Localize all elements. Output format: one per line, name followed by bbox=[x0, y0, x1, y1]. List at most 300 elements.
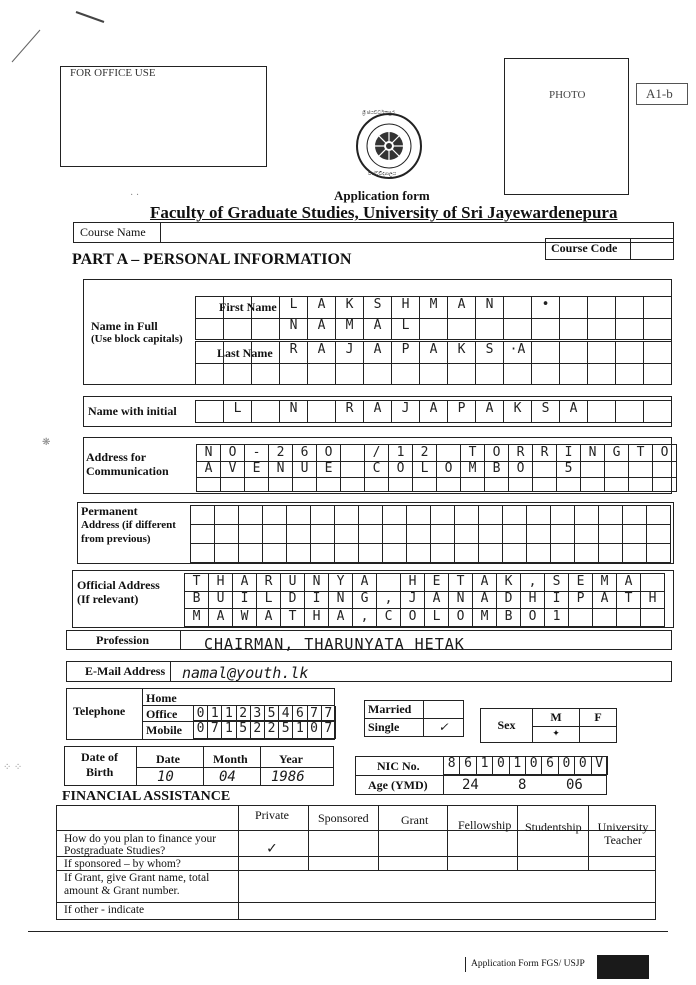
letter-box[interactable] bbox=[224, 363, 252, 385]
letter-box[interactable]: 0 bbox=[526, 756, 542, 775]
letter-box[interactable] bbox=[359, 544, 383, 563]
letter-box[interactable] bbox=[287, 544, 311, 563]
letter-box[interactable] bbox=[215, 506, 239, 525]
letter-box[interactable] bbox=[476, 318, 504, 340]
letter-box[interactable] bbox=[455, 525, 479, 544]
letter-box[interactable]: L bbox=[257, 591, 281, 609]
letter-box[interactable]: 6 bbox=[293, 706, 307, 721]
letter-box[interactable]: H bbox=[401, 574, 425, 592]
letter-box[interactable] bbox=[569, 609, 593, 627]
letter-box[interactable] bbox=[605, 478, 629, 492]
letter-box[interactable] bbox=[588, 363, 616, 385]
letter-box[interactable] bbox=[252, 342, 280, 364]
letter-box[interactable]: E bbox=[317, 461, 341, 478]
letter-box[interactable] bbox=[191, 506, 215, 525]
letter-box[interactable] bbox=[407, 525, 431, 544]
letter-box[interactable] bbox=[504, 363, 532, 385]
letter-box[interactable] bbox=[341, 478, 365, 492]
letter-box[interactable] bbox=[224, 318, 252, 340]
letter-box[interactable] bbox=[293, 478, 317, 492]
letter-box[interactable] bbox=[239, 544, 263, 563]
letter-box[interactable] bbox=[431, 506, 455, 525]
letter-box[interactable] bbox=[503, 525, 527, 544]
letter-box[interactable] bbox=[509, 478, 533, 492]
letter-box[interactable] bbox=[263, 544, 287, 563]
letter-box[interactable]: C bbox=[377, 609, 401, 627]
letter-box[interactable] bbox=[616, 401, 644, 423]
letter-box[interactable]: I bbox=[305, 591, 329, 609]
letter-box[interactable]: T bbox=[629, 445, 653, 462]
letter-box[interactable]: E bbox=[245, 461, 269, 478]
letter-box[interactable]: P bbox=[569, 591, 593, 609]
letter-box[interactable]: 6 bbox=[542, 756, 558, 775]
letter-box[interactable]: S bbox=[476, 342, 504, 364]
letter-box[interactable] bbox=[557, 478, 581, 492]
letter-box[interactable] bbox=[196, 318, 224, 340]
letter-box[interactable]: V bbox=[592, 756, 608, 775]
letter-box[interactable] bbox=[616, 363, 644, 385]
letter-box[interactable] bbox=[407, 506, 431, 525]
letter-box[interactable]: O bbox=[653, 445, 677, 462]
letter-box[interactable]: 2 bbox=[265, 721, 279, 739]
letter-box[interactable]: Y bbox=[329, 574, 353, 592]
dob-date-value[interactable]: 10 bbox=[157, 769, 174, 785]
letter-box[interactable] bbox=[448, 318, 476, 340]
letter-box[interactable]: , bbox=[377, 591, 401, 609]
letter-box[interactable]: O bbox=[521, 609, 545, 627]
letter-box[interactable]: G bbox=[353, 591, 377, 609]
letter-box[interactable] bbox=[599, 506, 623, 525]
letter-box[interactable] bbox=[383, 544, 407, 563]
letter-box[interactable] bbox=[581, 461, 605, 478]
letter-box[interactable]: A bbox=[420, 342, 448, 364]
letter-box[interactable] bbox=[196, 401, 224, 423]
first-name-row1[interactable] bbox=[195, 296, 672, 319]
letter-box[interactable]: A bbox=[329, 609, 353, 627]
letter-box[interactable]: N bbox=[269, 461, 293, 478]
letter-box[interactable] bbox=[252, 401, 280, 423]
letter-box[interactable]: A bbox=[364, 318, 392, 340]
letter-box[interactable]: K bbox=[336, 297, 364, 319]
nic-digits[interactable] bbox=[443, 756, 608, 775]
letter-box[interactable]: 1 bbox=[477, 756, 493, 775]
letter-box[interactable]: 8 bbox=[444, 756, 460, 775]
letter-box[interactable]: M bbox=[185, 609, 209, 627]
letter-box[interactable]: D bbox=[281, 591, 305, 609]
letter-box[interactable] bbox=[551, 506, 575, 525]
letter-box[interactable] bbox=[420, 318, 448, 340]
letter-box[interactable]: 6 bbox=[293, 445, 317, 462]
letter-box[interactable]: N bbox=[449, 591, 473, 609]
letter-box[interactable] bbox=[308, 401, 336, 423]
letter-box[interactable]: O bbox=[449, 609, 473, 627]
letter-box[interactable]: I bbox=[557, 445, 581, 462]
letter-box[interactable]: O bbox=[317, 445, 341, 462]
letter-box[interactable]: U bbox=[209, 591, 233, 609]
letter-box[interactable]: , bbox=[521, 574, 545, 592]
letter-box[interactable] bbox=[448, 363, 476, 385]
letter-box[interactable]: • bbox=[532, 297, 560, 319]
letter-box[interactable]: / bbox=[365, 445, 389, 462]
letter-box[interactable] bbox=[239, 525, 263, 544]
sex-f-checkbox[interactable] bbox=[580, 727, 617, 743]
letter-box[interactable]: K bbox=[504, 401, 532, 423]
letter-box[interactable] bbox=[623, 525, 647, 544]
letter-box[interactable]: , bbox=[353, 609, 377, 627]
letter-box[interactable]: A bbox=[364, 401, 392, 423]
initial-row[interactable] bbox=[195, 400, 672, 423]
letter-box[interactable] bbox=[311, 525, 335, 544]
letter-box[interactable] bbox=[533, 478, 557, 492]
mobile-phone-digits[interactable] bbox=[193, 721, 336, 739]
letter-box[interactable] bbox=[389, 478, 413, 492]
letter-box[interactable] bbox=[504, 318, 532, 340]
letter-box[interactable] bbox=[263, 525, 287, 544]
letter-box[interactable] bbox=[588, 318, 616, 340]
letter-box[interactable]: M bbox=[593, 574, 617, 592]
letter-box[interactable]: L bbox=[280, 297, 308, 319]
letter-box[interactable]: 5 bbox=[279, 721, 293, 739]
letter-box[interactable]: 2 bbox=[269, 445, 293, 462]
letter-box[interactable]: W bbox=[233, 609, 257, 627]
letter-box[interactable] bbox=[224, 297, 252, 319]
letter-box[interactable] bbox=[420, 363, 448, 385]
letter-box[interactable]: 5 bbox=[237, 721, 251, 739]
letter-box[interactable] bbox=[437, 445, 461, 462]
letter-box[interactable] bbox=[647, 525, 671, 544]
letter-box[interactable]: H bbox=[209, 574, 233, 592]
letter-box[interactable]: O bbox=[221, 445, 245, 462]
letter-box[interactable] bbox=[527, 544, 551, 563]
letter-box[interactable]: N bbox=[581, 445, 605, 462]
letter-box[interactable] bbox=[644, 363, 672, 385]
last-name-row1[interactable] bbox=[195, 341, 672, 364]
last-name-row2[interactable] bbox=[195, 363, 672, 385]
letter-box[interactable] bbox=[532, 318, 560, 340]
letter-box[interactable]: N bbox=[280, 401, 308, 423]
letter-box[interactable]: H bbox=[305, 609, 329, 627]
letter-box[interactable] bbox=[335, 525, 359, 544]
letter-box[interactable] bbox=[575, 544, 599, 563]
letter-box[interactable] bbox=[341, 461, 365, 478]
letter-box[interactable]: 4 bbox=[279, 706, 293, 721]
letter-box[interactable] bbox=[616, 318, 644, 340]
photo-box[interactable] bbox=[504, 58, 629, 195]
letter-box[interactable]: M bbox=[473, 609, 497, 627]
letter-box[interactable]: J bbox=[392, 401, 420, 423]
letter-box[interactable]: 1 bbox=[293, 721, 307, 739]
letter-box[interactable] bbox=[336, 363, 364, 385]
letter-box[interactable]: A bbox=[364, 342, 392, 364]
letter-box[interactable]: B bbox=[185, 591, 209, 609]
letter-box[interactable]: T bbox=[449, 574, 473, 592]
letter-box[interactable] bbox=[252, 297, 280, 319]
letter-box[interactable] bbox=[263, 506, 287, 525]
letter-box[interactable] bbox=[532, 342, 560, 364]
letter-box[interactable]: 5 bbox=[265, 706, 279, 721]
dob-year-value[interactable]: 1986 bbox=[271, 769, 305, 785]
letter-box[interactable] bbox=[437, 478, 461, 492]
letter-box[interactable] bbox=[641, 609, 665, 627]
sex-m-checkbox[interactable]: ✦ bbox=[533, 727, 580, 743]
letter-box[interactable]: T bbox=[281, 609, 305, 627]
letter-box[interactable]: R bbox=[257, 574, 281, 592]
letter-box[interactable] bbox=[605, 461, 629, 478]
letter-box[interactable]: T bbox=[617, 591, 641, 609]
letter-box[interactable] bbox=[196, 363, 224, 385]
letter-box[interactable]: I bbox=[233, 591, 257, 609]
letter-box[interactable] bbox=[560, 363, 588, 385]
letter-box[interactable]: P bbox=[448, 401, 476, 423]
address-row3[interactable] bbox=[196, 478, 677, 492]
letter-box[interactable]: A bbox=[617, 574, 641, 592]
letter-box[interactable] bbox=[191, 544, 215, 563]
letter-box[interactable]: A bbox=[448, 297, 476, 319]
letter-box[interactable]: M bbox=[336, 318, 364, 340]
letter-box[interactable] bbox=[560, 342, 588, 364]
letter-box[interactable] bbox=[532, 363, 560, 385]
letter-box[interactable]: M bbox=[461, 461, 485, 478]
letter-box[interactable]: 2 bbox=[237, 706, 251, 721]
letter-box[interactable] bbox=[280, 363, 308, 385]
letter-box[interactable] bbox=[197, 478, 221, 492]
letter-box[interactable] bbox=[647, 506, 671, 525]
letter-box[interactable] bbox=[335, 544, 359, 563]
letter-box[interactable] bbox=[551, 525, 575, 544]
letter-box[interactable]: 3 bbox=[251, 706, 265, 721]
letter-box[interactable]: R bbox=[509, 445, 533, 462]
letter-box[interactable]: J bbox=[336, 342, 364, 364]
letter-box[interactable]: 5 bbox=[557, 461, 581, 478]
letter-box[interactable] bbox=[224, 342, 252, 364]
letter-box[interactable]: K bbox=[497, 574, 521, 592]
letter-box[interactable]: R bbox=[280, 342, 308, 364]
letter-box[interactable] bbox=[575, 525, 599, 544]
letter-box[interactable]: - bbox=[245, 445, 269, 462]
letter-box[interactable]: N bbox=[280, 318, 308, 340]
letter-box[interactable]: B bbox=[497, 609, 521, 627]
letter-box[interactable] bbox=[533, 461, 557, 478]
letter-box[interactable]: A bbox=[209, 609, 233, 627]
official-row1[interactable] bbox=[184, 573, 665, 592]
letter-box[interactable]: O bbox=[509, 461, 533, 478]
letter-box[interactable] bbox=[641, 574, 665, 592]
letter-box[interactable]: D bbox=[497, 591, 521, 609]
letter-box[interactable]: P bbox=[392, 342, 420, 364]
letter-box[interactable]: E bbox=[425, 574, 449, 592]
letter-box[interactable]: A bbox=[308, 318, 336, 340]
letter-box[interactable] bbox=[252, 363, 280, 385]
letter-box[interactable] bbox=[623, 506, 647, 525]
letter-box[interactable]: A bbox=[197, 461, 221, 478]
letter-box[interactable] bbox=[311, 506, 335, 525]
letter-box[interactable] bbox=[455, 506, 479, 525]
letter-box[interactable]: 7 bbox=[322, 706, 336, 721]
letter-box[interactable] bbox=[365, 478, 389, 492]
letter-box[interactable]: 6 bbox=[460, 756, 476, 775]
letter-box[interactable] bbox=[407, 544, 431, 563]
letter-box[interactable]: S bbox=[532, 401, 560, 423]
letter-box[interactable]: 1 bbox=[222, 721, 236, 739]
letter-box[interactable] bbox=[647, 544, 671, 563]
letter-box[interactable] bbox=[215, 544, 239, 563]
dob-month-value[interactable]: 04 bbox=[219, 769, 236, 785]
office-phone-digits[interactable] bbox=[193, 706, 336, 721]
letter-box[interactable]: 1 bbox=[208, 706, 222, 721]
age-years[interactable]: 24 bbox=[462, 777, 479, 793]
letter-box[interactable]: L bbox=[425, 609, 449, 627]
letter-box[interactable]: L bbox=[413, 461, 437, 478]
letter-box[interactable] bbox=[560, 297, 588, 319]
letter-box[interactable]: C bbox=[365, 461, 389, 478]
letter-box[interactable] bbox=[588, 342, 616, 364]
letter-box[interactable] bbox=[479, 544, 503, 563]
letter-box[interactable] bbox=[413, 478, 437, 492]
letter-box[interactable]: S bbox=[364, 297, 392, 319]
letter-box[interactable]: R bbox=[336, 401, 364, 423]
email-value[interactable]: namal@youth.lk bbox=[182, 664, 309, 682]
letter-box[interactable]: O bbox=[401, 609, 425, 627]
letter-box[interactable]: T bbox=[461, 445, 485, 462]
letter-box[interactable] bbox=[616, 342, 644, 364]
letter-box[interactable]: A bbox=[476, 401, 504, 423]
letter-box[interactable]: A bbox=[473, 591, 497, 609]
letter-box[interactable]: U bbox=[293, 461, 317, 478]
letter-box[interactable]: ·A bbox=[504, 342, 532, 364]
letter-box[interactable] bbox=[431, 544, 455, 563]
address-row1[interactable] bbox=[196, 444, 677, 462]
letter-box[interactable]: A bbox=[425, 591, 449, 609]
letter-box[interactable]: O bbox=[485, 445, 509, 462]
letter-box[interactable] bbox=[485, 478, 509, 492]
letter-box[interactable] bbox=[239, 506, 263, 525]
letter-box[interactable]: 1 bbox=[389, 445, 413, 462]
letter-box[interactable]: A bbox=[257, 609, 281, 627]
letter-box[interactable]: B bbox=[485, 461, 509, 478]
letter-box[interactable] bbox=[503, 506, 527, 525]
letter-box[interactable]: I bbox=[545, 591, 569, 609]
letter-box[interactable] bbox=[599, 544, 623, 563]
letter-box[interactable]: 0 bbox=[194, 721, 208, 739]
letter-box[interactable] bbox=[551, 544, 575, 563]
single-checkbox[interactable]: ✓ bbox=[424, 719, 464, 737]
letter-box[interactable] bbox=[581, 478, 605, 492]
letter-box[interactable] bbox=[644, 297, 672, 319]
letter-box[interactable] bbox=[196, 297, 224, 319]
letter-box[interactable] bbox=[311, 544, 335, 563]
letter-box[interactable] bbox=[215, 525, 239, 544]
letter-box[interactable]: N bbox=[197, 445, 221, 462]
letter-box[interactable]: O bbox=[389, 461, 413, 478]
letter-box[interactable]: 0 bbox=[493, 756, 509, 775]
letter-box[interactable] bbox=[575, 506, 599, 525]
letter-box[interactable]: U bbox=[281, 574, 305, 592]
letter-box[interactable] bbox=[629, 478, 653, 492]
letter-box[interactable] bbox=[455, 544, 479, 563]
letter-box[interactable] bbox=[317, 478, 341, 492]
letter-box[interactable] bbox=[245, 478, 269, 492]
letter-box[interactable] bbox=[527, 525, 551, 544]
letter-box[interactable] bbox=[560, 318, 588, 340]
letter-box[interactable] bbox=[191, 525, 215, 544]
letter-box[interactable]: E bbox=[569, 574, 593, 592]
letter-box[interactable]: 1 bbox=[510, 756, 526, 775]
letter-box[interactable]: O bbox=[437, 461, 461, 478]
letter-box[interactable]: A bbox=[308, 297, 336, 319]
letter-box[interactable] bbox=[221, 478, 245, 492]
letter-box[interactable] bbox=[617, 609, 641, 627]
age-days[interactable]: 06 bbox=[566, 777, 583, 793]
letter-box[interactable] bbox=[623, 544, 647, 563]
official-row3[interactable] bbox=[184, 609, 665, 627]
profession-value[interactable]: CHAIRMAN, THARUNYATA HETAK bbox=[204, 635, 465, 653]
letter-box[interactable]: G bbox=[605, 445, 629, 462]
letter-box[interactable]: A bbox=[233, 574, 257, 592]
letter-box[interactable] bbox=[196, 342, 224, 364]
letter-box[interactable] bbox=[383, 506, 407, 525]
letter-box[interactable]: L bbox=[224, 401, 252, 423]
letter-box[interactable]: H bbox=[521, 591, 545, 609]
letter-box[interactable] bbox=[644, 401, 672, 423]
letter-box[interactable] bbox=[359, 525, 383, 544]
letter-box[interactable] bbox=[383, 525, 407, 544]
letter-box[interactable] bbox=[644, 342, 672, 364]
letter-box[interactable]: A bbox=[420, 401, 448, 423]
letter-box[interactable] bbox=[287, 506, 311, 525]
letter-box[interactable]: N bbox=[476, 297, 504, 319]
letter-box[interactable]: 1 bbox=[545, 609, 569, 627]
letter-box[interactable] bbox=[653, 478, 677, 492]
letter-box[interactable]: J bbox=[401, 591, 425, 609]
letter-box[interactable] bbox=[588, 297, 616, 319]
letter-box[interactable]: 7 bbox=[208, 721, 222, 739]
letter-box[interactable] bbox=[359, 506, 383, 525]
address-row2[interactable] bbox=[196, 461, 677, 478]
letter-box[interactable] bbox=[629, 461, 653, 478]
letter-box[interactable]: A bbox=[473, 574, 497, 592]
letter-box[interactable] bbox=[653, 461, 677, 478]
letter-box[interactable] bbox=[308, 363, 336, 385]
letter-box[interactable] bbox=[479, 525, 503, 544]
letter-box[interactable]: 0 bbox=[575, 756, 591, 775]
letter-box[interactable]: L bbox=[392, 318, 420, 340]
letter-box[interactable] bbox=[504, 297, 532, 319]
letter-box[interactable] bbox=[287, 525, 311, 544]
letter-box[interactable]: N bbox=[305, 574, 329, 592]
letter-box[interactable]: 7 bbox=[322, 721, 336, 739]
letter-box[interactable]: A bbox=[593, 591, 617, 609]
letter-box[interactable]: V bbox=[221, 461, 245, 478]
letter-box[interactable] bbox=[599, 525, 623, 544]
letter-box[interactable]: 1 bbox=[222, 706, 236, 721]
permanent-grid[interactable] bbox=[190, 505, 671, 563]
letter-box[interactable]: T bbox=[185, 574, 209, 592]
letter-box[interactable] bbox=[527, 506, 551, 525]
letter-box[interactable] bbox=[269, 478, 293, 492]
letter-box[interactable]: M bbox=[420, 297, 448, 319]
letter-box[interactable] bbox=[644, 318, 672, 340]
letter-box[interactable]: N bbox=[329, 591, 353, 609]
married-checkbox[interactable] bbox=[424, 701, 464, 719]
letter-box[interactable] bbox=[377, 574, 401, 592]
official-row2[interactable] bbox=[184, 591, 665, 609]
letter-box[interactable]: A bbox=[308, 342, 336, 364]
letter-box[interactable] bbox=[479, 506, 503, 525]
private-checkmark[interactable]: ✓ bbox=[267, 838, 277, 857]
age-months[interactable]: 8 bbox=[518, 777, 527, 793]
letter-box[interactable] bbox=[461, 478, 485, 492]
letter-box[interactable]: 0 bbox=[194, 706, 208, 721]
